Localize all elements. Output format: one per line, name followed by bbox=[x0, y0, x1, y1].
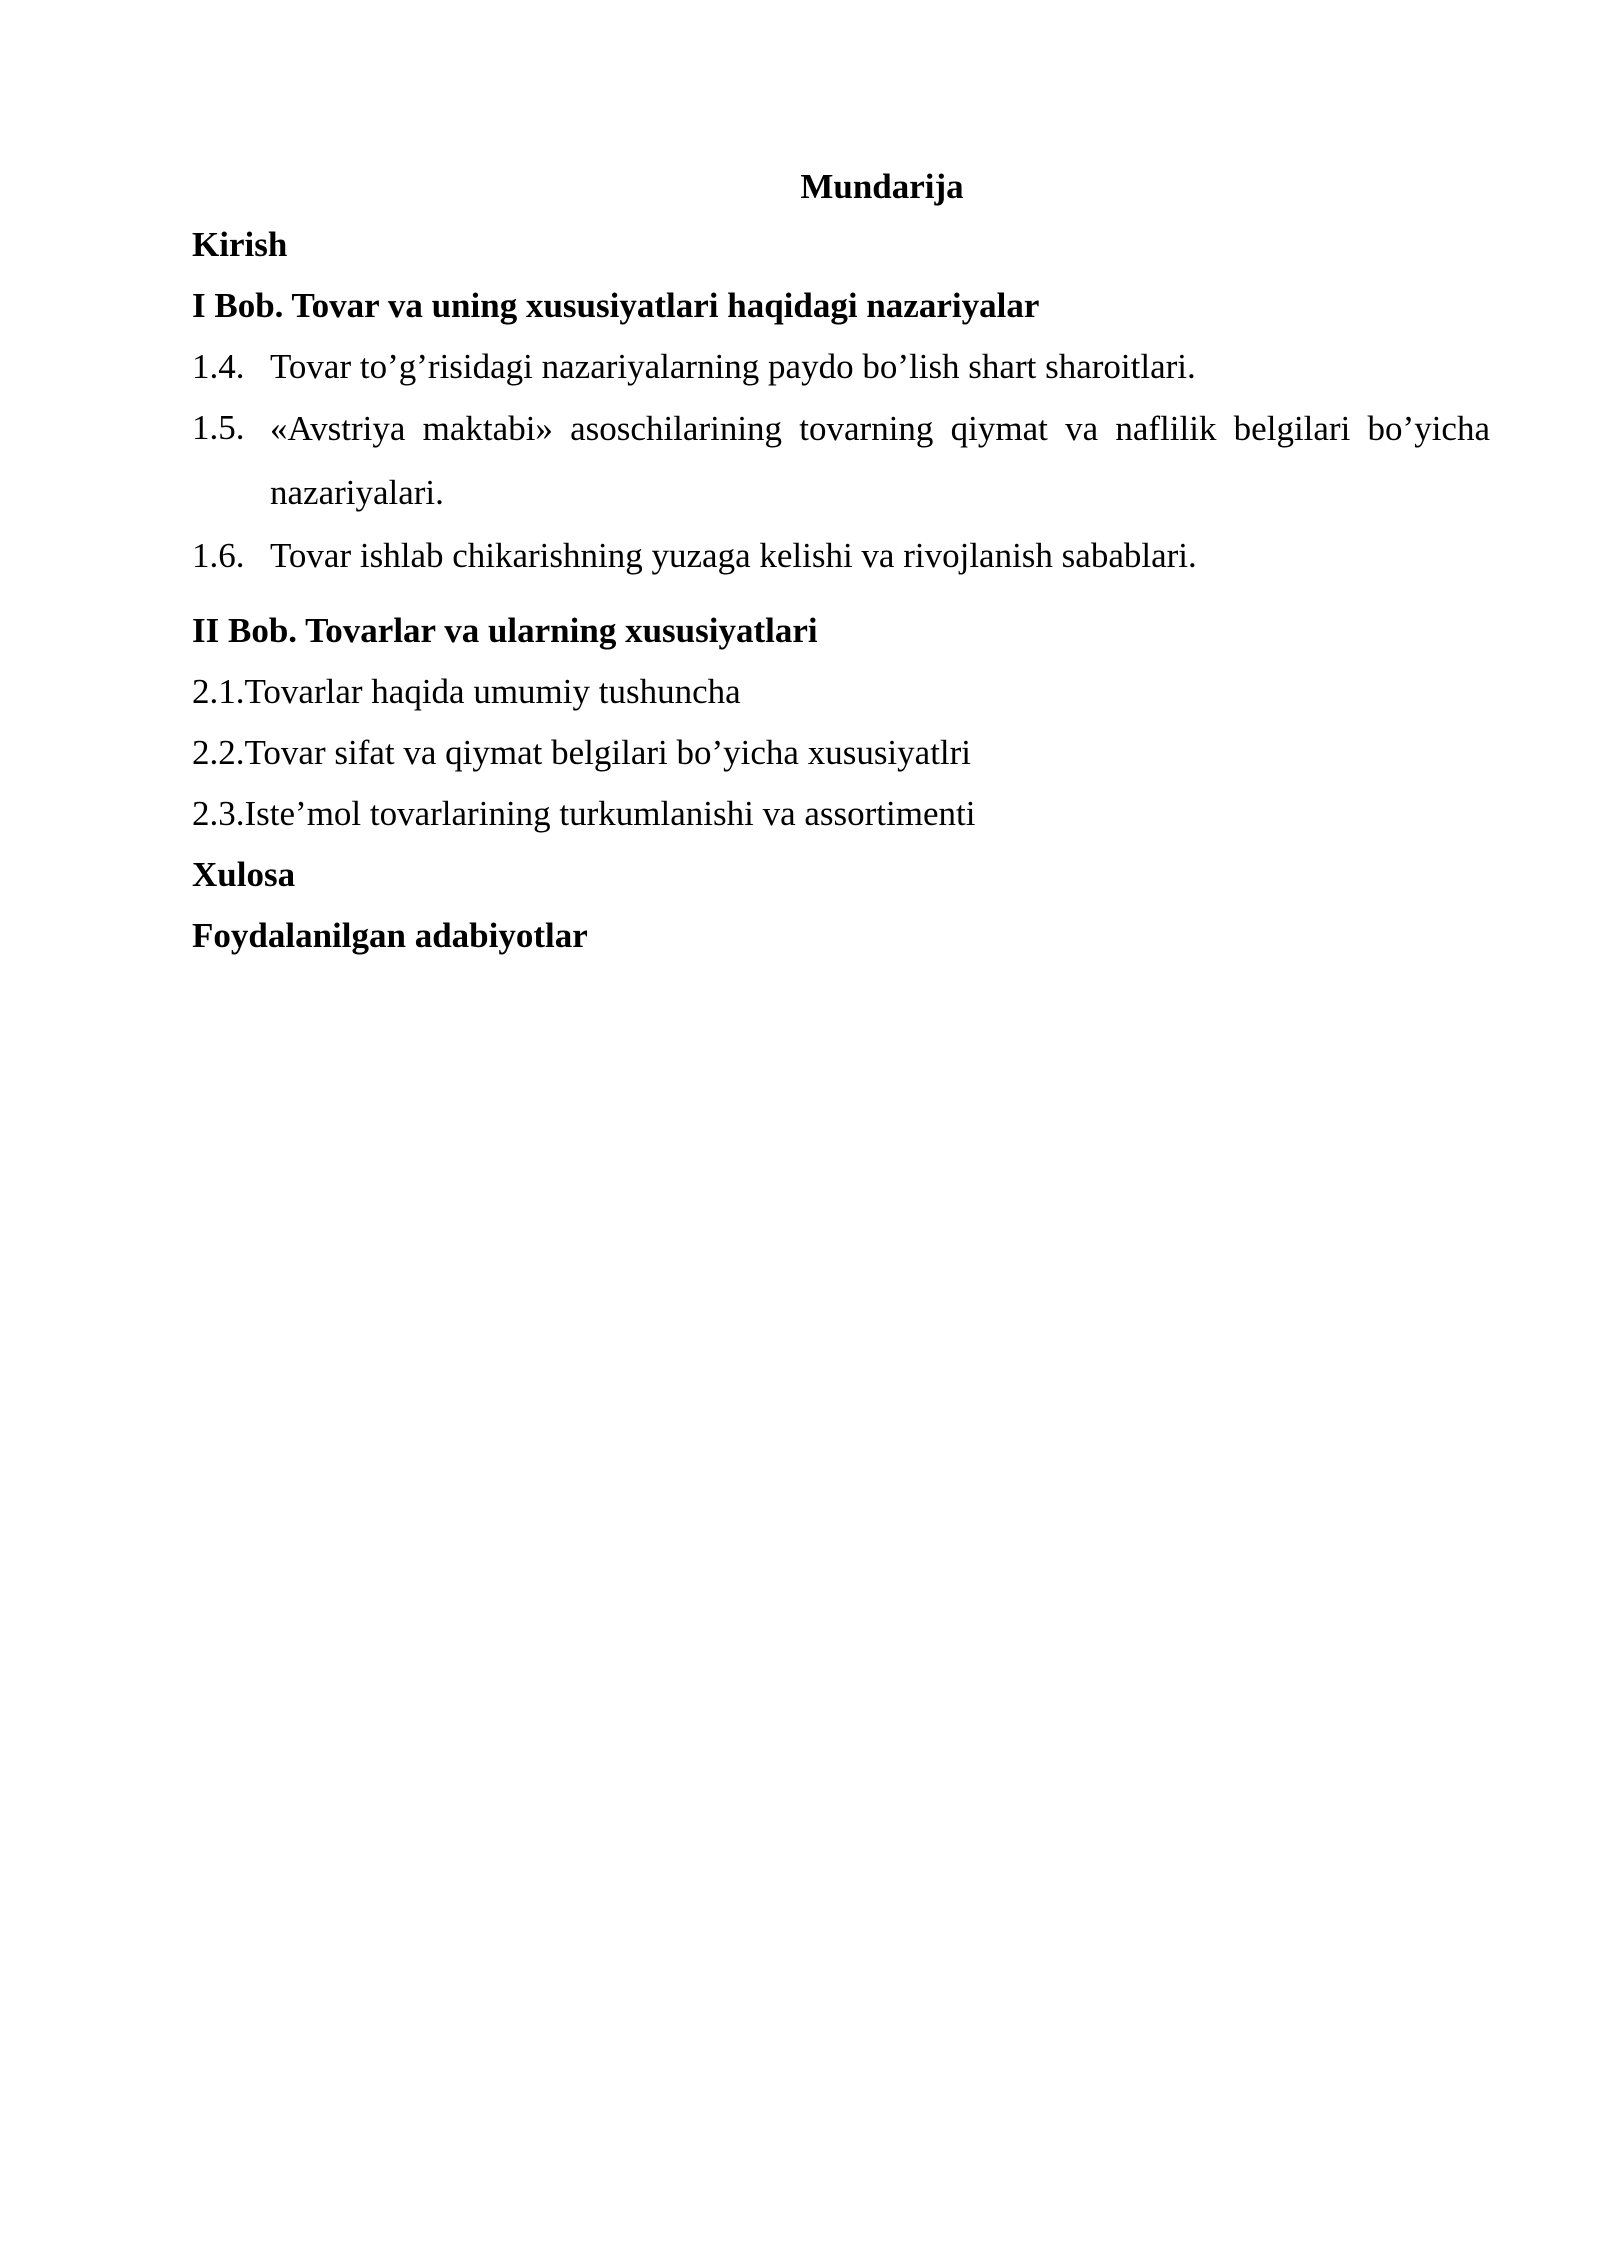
toc-item-2-1: 2.1.Tovarlar haqida umumiy tushuncha bbox=[192, 672, 741, 711]
toc-intro: Kirish bbox=[192, 225, 288, 264]
toc-item-2-3: 2.3.Iste’mol tovarlarining turkumlanishi va assortimenti bbox=[192, 794, 976, 833]
toc-item-2-2: 2.2.Tovar sifat va qiymat belgilari bo’yicha xususiyatlri bbox=[192, 733, 972, 772]
toc-references: Foydalanilgan adabiyotlar bbox=[192, 916, 588, 955]
toc-item-text: Tovar ishlab chikarishning yuzaga kelishi va rivojlanish sabablari. bbox=[270, 536, 1197, 575]
chapter-2-heading: II Bob. Tovarlar va ularning xususiyatlari bbox=[192, 611, 818, 650]
table-of-contents bbox=[192, 160, 1490, 966]
toc-item-1-5 bbox=[192, 397, 1490, 525]
toc-item-number: 1.4. bbox=[192, 347, 245, 386]
toc-item-1-6 bbox=[192, 525, 1490, 586]
toc-item-number: 1.5. bbox=[192, 408, 245, 447]
chapter-1-heading: I Bob. Tovar va uning xususiyatlari haqidagi nazariyalar bbox=[192, 286, 1040, 325]
toc-item-text: «Avstriya maktabi» asoschilarining tovarning qiymat va naflilik belgilari bo’yicha nazariyalari. bbox=[270, 409, 1490, 512]
toc-title: Mundarija bbox=[800, 167, 964, 206]
toc-item-text: Tovar to’g’risidagi nazariyalarning paydo bo’lish shart sharoitlari. bbox=[270, 347, 1196, 386]
toc-item-number: 1.6. bbox=[192, 536, 245, 575]
toc-item-1-4 bbox=[192, 336, 1490, 397]
toc-conclusion: Xulosa bbox=[192, 855, 296, 894]
